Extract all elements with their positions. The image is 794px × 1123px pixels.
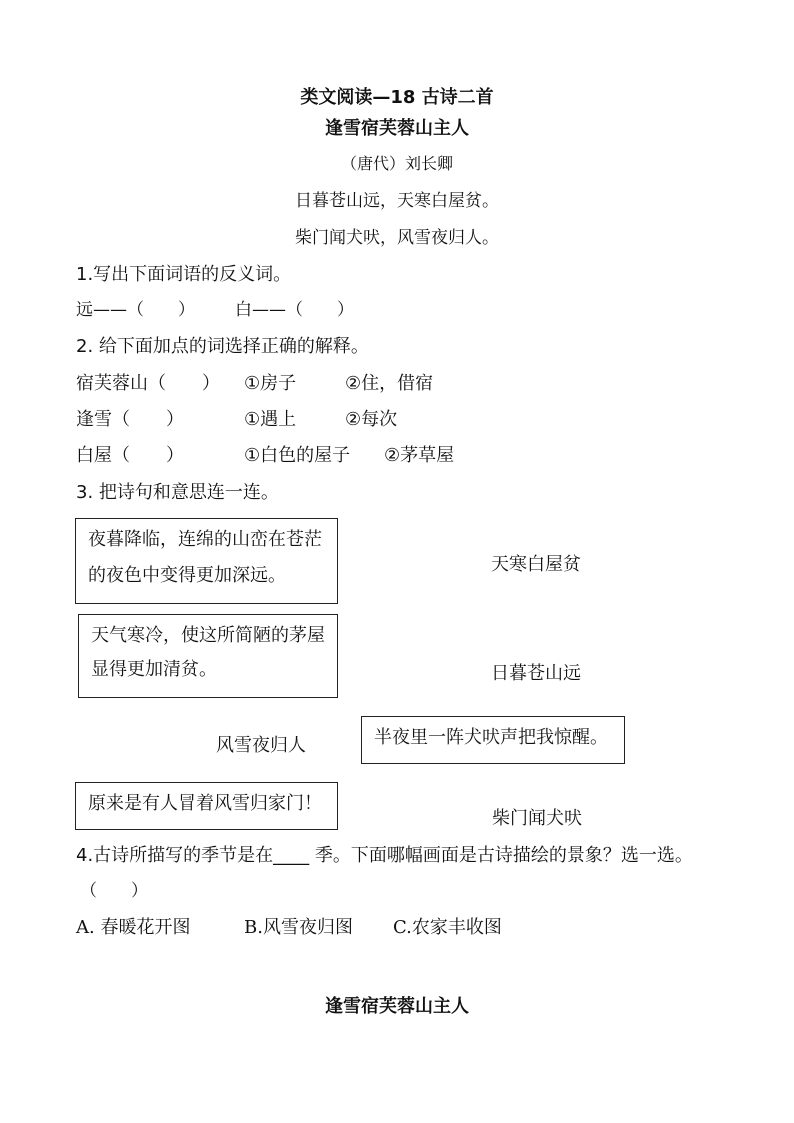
q2-option: ①房子 xyxy=(244,373,297,394)
q2-option: ②每次 xyxy=(345,409,398,430)
q2-term: 白屋（ ） xyxy=(76,445,184,466)
meaning-text: 显得更加清贫。 xyxy=(91,659,217,680)
meaning-box-1[interactable] xyxy=(75,518,338,604)
worksheet-title: 类文阅读—18 古诗二首 xyxy=(300,87,494,108)
verse-option[interactable]: 风雪夜归人 xyxy=(216,735,306,756)
meaning-text: 天气寒冷，使这所简陋的茅屋 xyxy=(91,625,325,646)
q4-prompt: 4.古诗所描写的季节是在____ 季。下面哪幅画面是古诗描绘的景象？选一选。 xyxy=(76,845,693,866)
q2-prompt: 2. 给下面加点的词选择正确的解释。 xyxy=(76,336,369,357)
meaning-text: 原来是有人冒着风雪归家门！ xyxy=(88,793,322,814)
meaning-text: 半夜里一阵犬吠声把我惊醒。 xyxy=(374,727,608,748)
meaning-text: 的夜色中变得更加深远。 xyxy=(88,565,286,586)
q2-option: ①遇上 xyxy=(244,409,297,430)
poem-line-1: 日暮苍山远，天寒白屋贫。 xyxy=(295,191,499,211)
meaning-box-2[interactable] xyxy=(78,614,338,698)
verse-option[interactable]: 天寒白屋贫 xyxy=(491,554,581,575)
poem-line-2: 柴门闻犬吠，风雪夜归人。 xyxy=(295,228,499,248)
meaning-text: 夜暮降临，连绵的山峦在苍茫 xyxy=(88,529,322,550)
q2-option: ②茅草屋 xyxy=(384,445,455,466)
q4-option-c[interactable]: C.农家丰收图 xyxy=(393,917,502,938)
q4-option-a[interactable]: A. 春暖花开图 xyxy=(76,917,191,938)
q3-prompt: 3. 把诗句和意思连一连。 xyxy=(76,482,279,503)
q2-term: 宿芙蓉山（ ） xyxy=(76,373,220,394)
q4-option-b[interactable]: B.风雪夜归图 xyxy=(244,917,353,938)
q1-item-far: 远——（ ） xyxy=(76,300,195,320)
meaning-box-3[interactable] xyxy=(361,716,625,764)
verse-option[interactable]: 柴门闻犬吠 xyxy=(492,808,582,829)
q4-answer-paren[interactable]: （ ） xyxy=(80,881,148,901)
q1-prompt: 1.写出下面词语的反义词。 xyxy=(76,264,292,285)
q2-option: ②住，借宿 xyxy=(345,373,434,394)
q2-option: ①白色的屋子 xyxy=(244,445,351,466)
verse-option[interactable]: 日暮苍山远 xyxy=(491,663,581,684)
poem-author: （唐代）刘长卿 xyxy=(340,154,453,173)
q1-item-white: 白——（ ） xyxy=(235,300,354,320)
meaning-box-4[interactable] xyxy=(75,782,338,830)
q2-term: 逢雪（ ） xyxy=(76,409,184,430)
poem-title: 逢雪宿芙蓉山主人 xyxy=(325,118,469,139)
footer-poem-title: 逢雪宿芙蓉山主人 xyxy=(325,996,469,1017)
